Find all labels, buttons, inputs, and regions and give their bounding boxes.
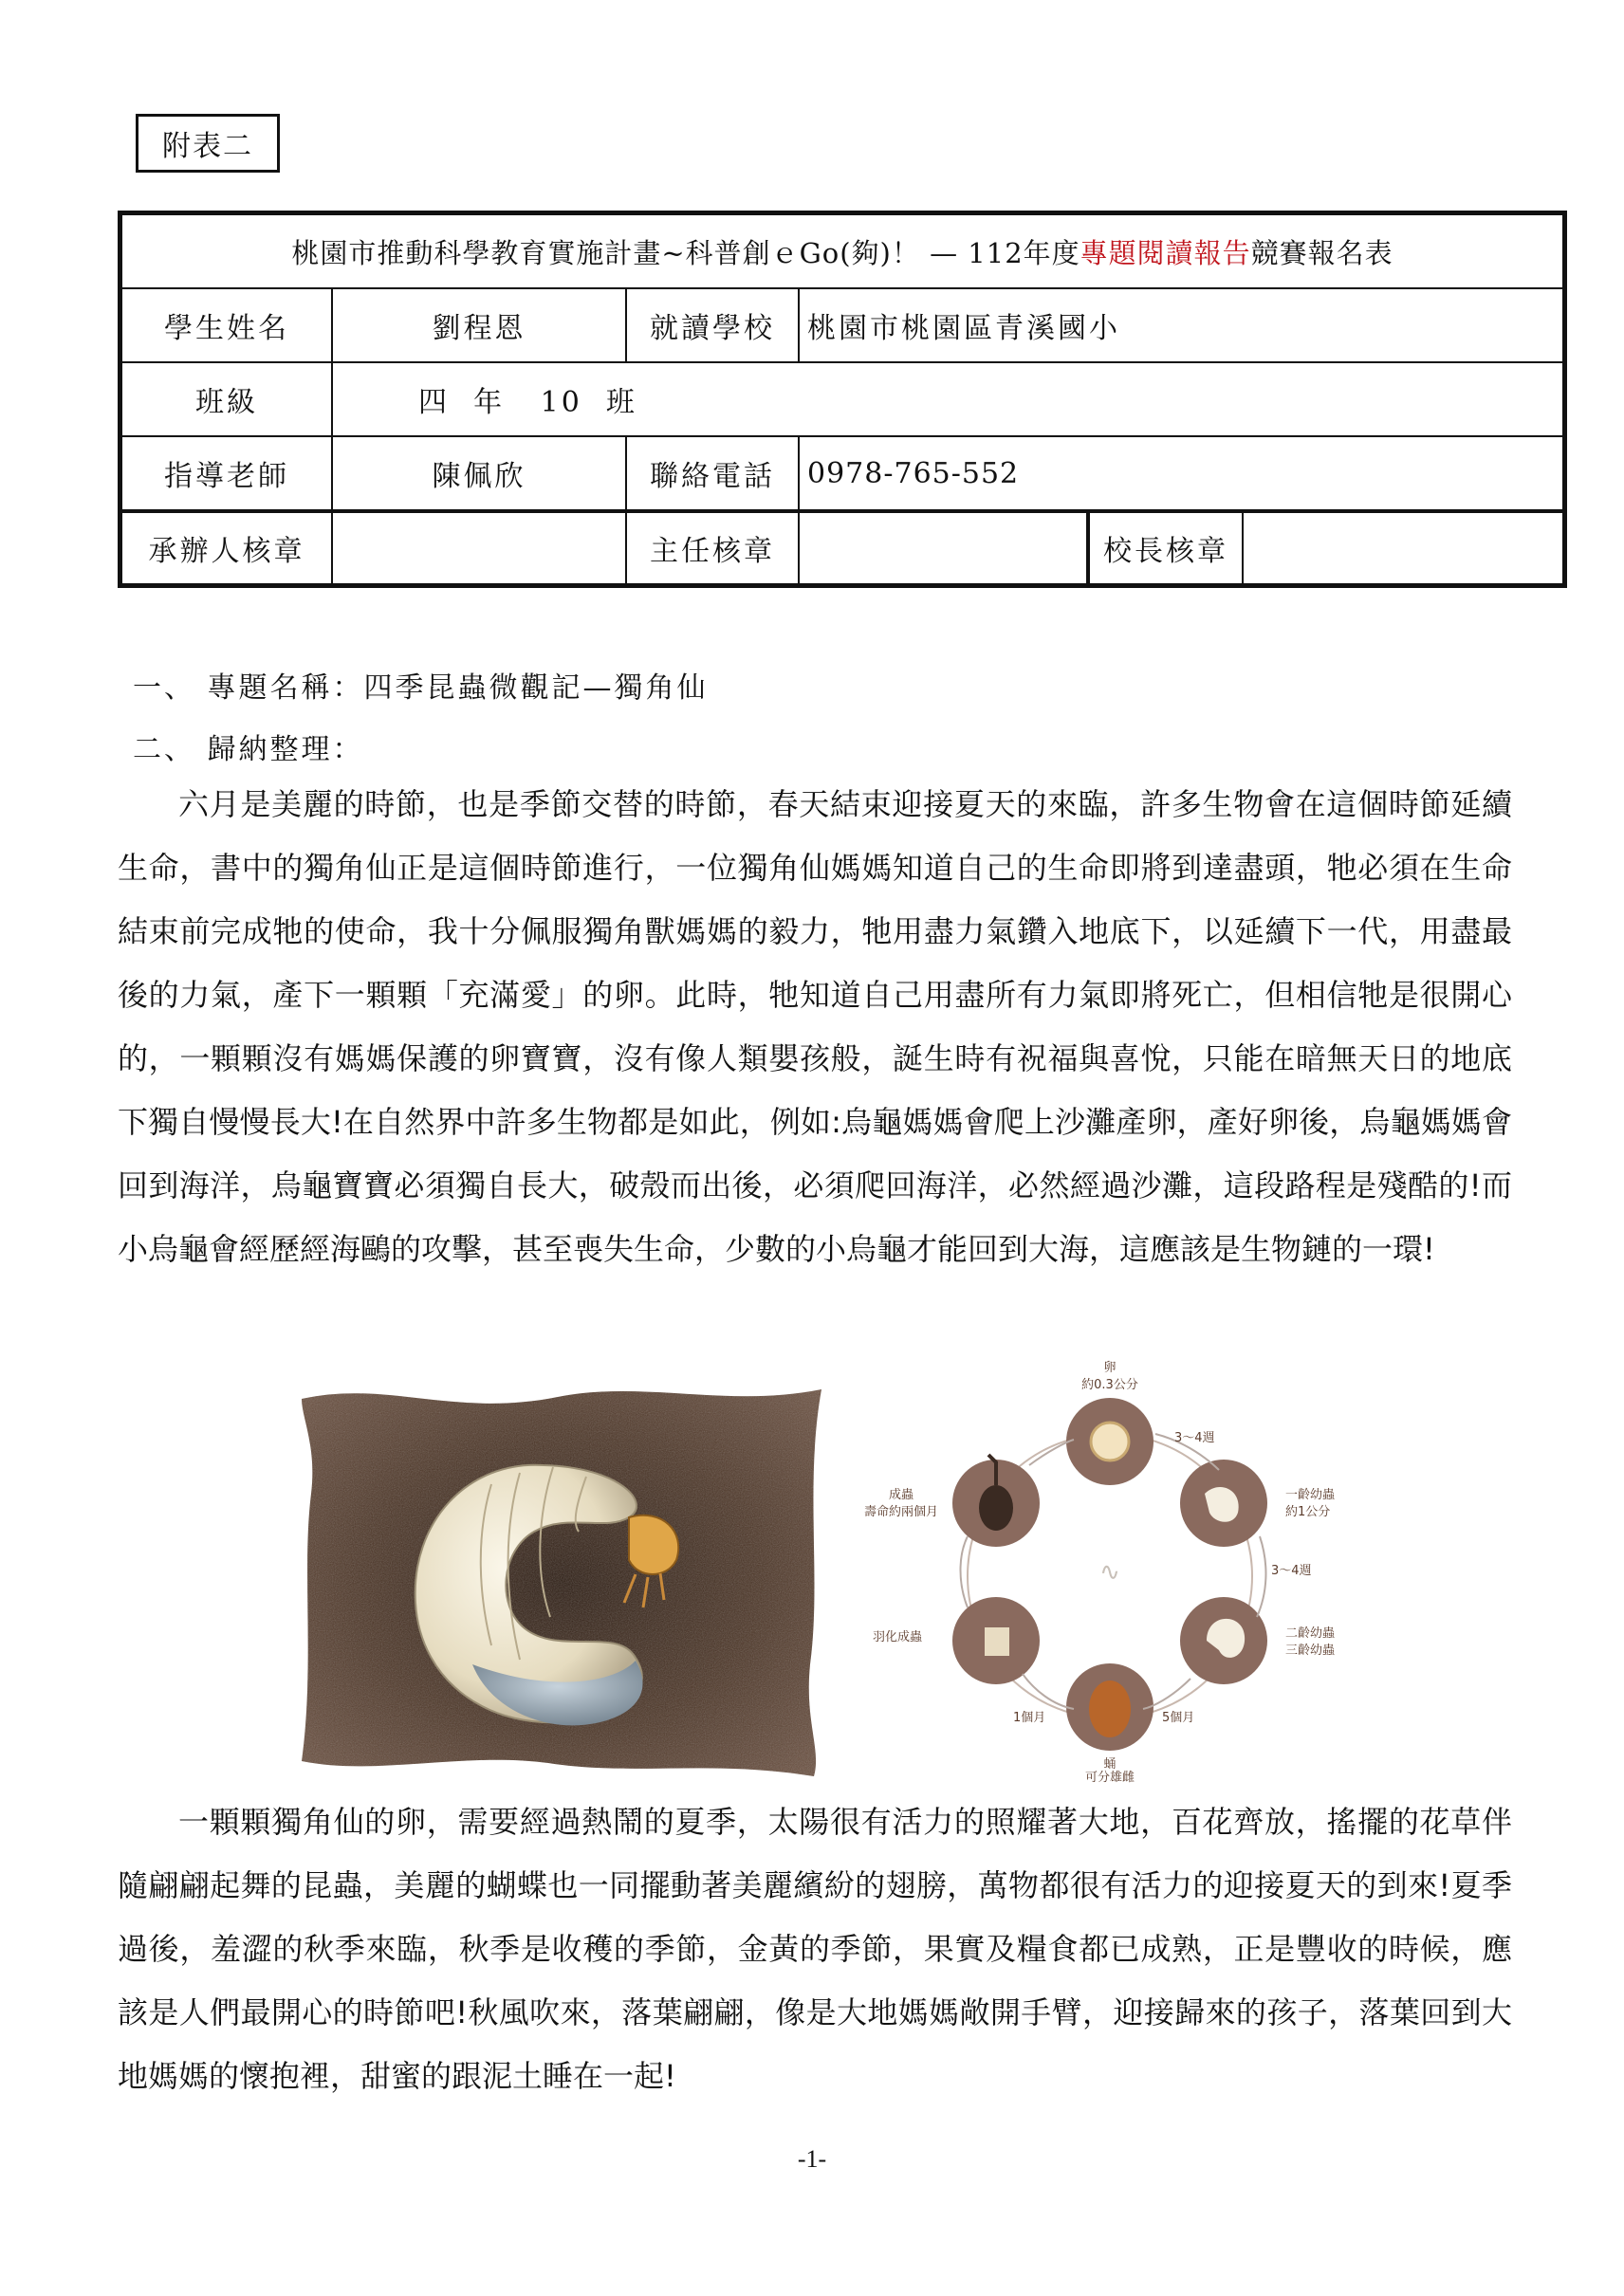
duration-larva3-pupa: 5個月 <box>1162 1711 1195 1725</box>
egg-label: 卵 <box>1103 1361 1116 1375</box>
director-stamp-field[interactable] <box>799 510 1089 584</box>
pupa-note-label: 可分雄雌 <box>1084 1771 1135 1783</box>
lifecycle-diagram <box>854 1356 1366 1783</box>
student-name-label: 學生姓名 <box>121 288 332 362</box>
form-title <box>121 214 1563 288</box>
handler-stamp-label: 承辦人核章 <box>121 510 332 584</box>
summary-heading: 二、 歸納整理： <box>133 733 364 766</box>
director-stamp-label: 主任核章 <box>626 510 799 584</box>
form-title-prefix: 桃園市推動科學教育實施計畫~科普創ｅGo(夠)！ — 112年度 <box>291 236 1080 269</box>
principal-stamp-field[interactable] <box>1243 510 1563 584</box>
student-name-value[interactable]: 劉程恩 <box>332 288 626 362</box>
school-value[interactable]: 桃園市桃園區青溪國小 <box>799 288 1563 362</box>
adult-life-label: 壽命約兩個月 <box>863 1505 939 1519</box>
duration-egg-larva1: 3～4週 <box>1174 1431 1215 1445</box>
larva1-size-label: 約1公分 <box>1285 1505 1331 1519</box>
paragraph-2: 一顆顆獨角仙的卵，需要經過熱鬧的夏季，太陽很有活力的照耀著大地，百花齊放，搖擺的花草伴隨翩翩起舞的昆蟲，美麗的蝴蝶也一同擺動著美麗繽紛的翅膀，萬物都很有活力的迎接夏天的到來!夏季過後，羞澀的秋季來臨，秋季是收穫的季節，金黃的季節，果實及糧食都已成熟，正是豐收的時候，應該是人們最開心的時節吧!秋風吹來，落葉翩翩，像是大地媽媽敞開手臂，迎接歸來的孩子，落葉回到大地媽媽的懷抱裡，甜蜜的跟泥土睡在一起! <box>118 1804 1512 2094</box>
topic-heading: 一、 專題名稱：四季昆蟲微觀記—獨角仙 <box>133 671 709 705</box>
page-number: -1- <box>797 2145 827 2173</box>
school-label: 就讀學校 <box>626 288 799 362</box>
paragraph-1: 六月是美麗的時節，也是季節交替的時節，春天結束迎接夏天的來臨，許多生物會在這個時節延續生命，書中的獨角仙正是這個時節進行，一位獨角仙媽媽知道自己的生命即將到達盡頭，牠必須在生命結束前完成牠的使命，我十分佩服獨角獸媽媽的毅力，牠用盡力氣鑽入地底下，以延續下一代，用盡最後的力氣，產下一顆顆「充滿愛」的卵。此時，牠知道自己用盡所有力氣即將死亡，但相信牠是很開心的，一顆顆沒有媽媽保護的卵寶寶，沒有像人類嬰孩般，誕生時有祝福與喜悅，只能在暗無天日的地底下獨自慢慢長大!在自然界中許多生物都是如此，例如:烏龜媽媽會爬上沙灘產卵，產好卵後，烏龜媽媽會回到海洋，烏龜寶寶必須獨自長大，破殼而出後，必須爬回海洋，必然經過沙灘，這段路程是殘酷的!而小烏龜會經歷經海鷗的攻擊，甚至喪失生命，少數的小烏龜才能回到大海，這應該是生物鏈的一環! <box>118 786 1512 1267</box>
class-value[interactable]: 四 年 10 班 <box>332 362 1563 436</box>
registration-form <box>118 211 1567 588</box>
teacher-value[interactable]: 陳佩欣 <box>332 436 626 510</box>
teacher-label: 指導老師 <box>121 436 332 510</box>
phone-value[interactable]: 0978-765-552 <box>799 436 1563 510</box>
larva1-label: 一齡幼蟲 <box>1285 1488 1336 1502</box>
pupa-label: 蛹 <box>1103 1757 1116 1772</box>
beetle-larva-photo <box>302 1380 821 1776</box>
class-label: 班級 <box>121 362 332 436</box>
form-title-highlight: 專題閱讀報告 <box>1080 236 1251 269</box>
principal-stamp-label: 校長核章 <box>1089 510 1243 584</box>
emerge-label: 羽化成蟲 <box>873 1630 923 1644</box>
attachment-label: 附表二 <box>136 114 280 173</box>
duration-larva1-larva2: 3～4週 <box>1271 1564 1312 1578</box>
larva23-label-b: 三齡幼蟲 <box>1285 1644 1336 1658</box>
adult-label: 成蟲 <box>888 1488 914 1502</box>
egg-size-label: 約0.3公分 <box>1081 1378 1138 1392</box>
form-title-suffix: 競賽報名表 <box>1250 236 1393 269</box>
duration-pupa-adult: 1個月 <box>1013 1711 1046 1725</box>
svg-text:∿: ∿ <box>1099 1558 1120 1587</box>
handler-stamp-field[interactable] <box>332 510 626 584</box>
phone-label: 聯絡電話 <box>626 436 799 510</box>
larva23-label-a: 二齡幼蟲 <box>1285 1626 1336 1641</box>
